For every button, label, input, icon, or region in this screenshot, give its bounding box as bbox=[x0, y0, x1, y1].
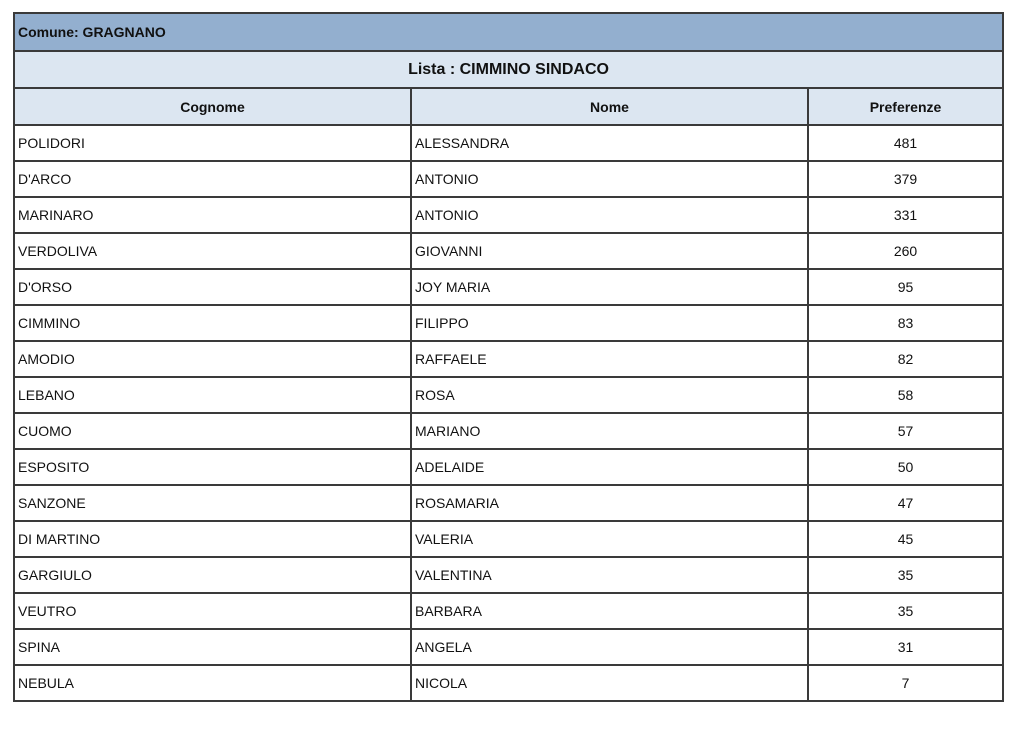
preferenze-cell: 260 bbox=[808, 233, 1003, 269]
column-header-nome: Nome bbox=[411, 88, 808, 125]
cognome-cell: D'ORSO bbox=[14, 269, 411, 305]
cognome-cell: AMODIO bbox=[14, 341, 411, 377]
cognome-cell: MARINARO bbox=[14, 197, 411, 233]
table-row bbox=[14, 341, 1003, 377]
table-row bbox=[14, 305, 1003, 341]
nome-cell: ANGELA bbox=[411, 629, 808, 665]
nome-cell: GIOVANNI bbox=[411, 233, 808, 269]
preferenze-cell: 481 bbox=[808, 125, 1003, 161]
cognome-cell: SANZONE bbox=[14, 485, 411, 521]
comune-title: Comune: GRAGNANO bbox=[14, 13, 1003, 51]
nome-cell: VALERIA bbox=[411, 521, 808, 557]
nome-cell: JOY MARIA bbox=[411, 269, 808, 305]
preferenze-cell: 31 bbox=[808, 629, 1003, 665]
table-body bbox=[14, 125, 1003, 701]
cognome-cell: VERDOLIVA bbox=[14, 233, 411, 269]
preferenze-cell: 45 bbox=[808, 521, 1003, 557]
preferenze-cell: 35 bbox=[808, 593, 1003, 629]
nome-cell: VALENTINA bbox=[411, 557, 808, 593]
table-row bbox=[14, 197, 1003, 233]
preferenze-cell: 58 bbox=[808, 377, 1003, 413]
preferenze-cell: 95 bbox=[808, 269, 1003, 305]
table-row bbox=[14, 593, 1003, 629]
cognome-cell: ESPOSITO bbox=[14, 449, 411, 485]
comune-header-row bbox=[14, 13, 1003, 51]
nome-cell: ANTONIO bbox=[411, 161, 808, 197]
table-row bbox=[14, 161, 1003, 197]
table-row bbox=[14, 449, 1003, 485]
cognome-cell: GARGIULO bbox=[14, 557, 411, 593]
table-row bbox=[14, 377, 1003, 413]
nome-cell: ALESSANDRA bbox=[411, 125, 808, 161]
table-row bbox=[14, 413, 1003, 449]
results-sheet bbox=[13, 12, 1002, 702]
nome-cell: ANTONIO bbox=[411, 197, 808, 233]
preferenze-cell: 379 bbox=[808, 161, 1003, 197]
nome-cell: RAFFAELE bbox=[411, 341, 808, 377]
preferenze-cell: 7 bbox=[808, 665, 1003, 701]
preferenze-cell: 47 bbox=[808, 485, 1003, 521]
nome-cell: ROSAMARIA bbox=[411, 485, 808, 521]
nome-cell: ADELAIDE bbox=[411, 449, 808, 485]
preferenze-cell: 331 bbox=[808, 197, 1003, 233]
cognome-cell: SPINA bbox=[14, 629, 411, 665]
cognome-cell: POLIDORI bbox=[14, 125, 411, 161]
nome-cell: NICOLA bbox=[411, 665, 808, 701]
nome-cell: FILIPPO bbox=[411, 305, 808, 341]
table-row bbox=[14, 557, 1003, 593]
preferenze-cell: 82 bbox=[808, 341, 1003, 377]
nome-cell: BARBARA bbox=[411, 593, 808, 629]
preferences-table bbox=[13, 12, 1004, 702]
preferenze-cell: 83 bbox=[808, 305, 1003, 341]
cognome-cell: LEBANO bbox=[14, 377, 411, 413]
table-row bbox=[14, 629, 1003, 665]
table-row bbox=[14, 485, 1003, 521]
preferenze-cell: 50 bbox=[808, 449, 1003, 485]
cognome-cell: NEBULA bbox=[14, 665, 411, 701]
lista-header-row bbox=[14, 51, 1003, 88]
cognome-cell: CUOMO bbox=[14, 413, 411, 449]
cognome-cell: D'ARCO bbox=[14, 161, 411, 197]
lista-title: Lista : CIMMINO SINDACO bbox=[14, 51, 1003, 88]
table-row bbox=[14, 521, 1003, 557]
cognome-cell: DI MARTINO bbox=[14, 521, 411, 557]
table-row bbox=[14, 269, 1003, 305]
column-header-row bbox=[14, 88, 1003, 125]
nome-cell: MARIANO bbox=[411, 413, 808, 449]
column-header-cognome: Cognome bbox=[14, 88, 411, 125]
cognome-cell: VEUTRO bbox=[14, 593, 411, 629]
preferenze-cell: 57 bbox=[808, 413, 1003, 449]
cognome-cell: CIMMINO bbox=[14, 305, 411, 341]
nome-cell: ROSA bbox=[411, 377, 808, 413]
table-row bbox=[14, 233, 1003, 269]
column-header-preferenze: Preferenze bbox=[808, 88, 1003, 125]
table-row bbox=[14, 665, 1003, 701]
preferenze-cell: 35 bbox=[808, 557, 1003, 593]
table-row bbox=[14, 125, 1003, 161]
